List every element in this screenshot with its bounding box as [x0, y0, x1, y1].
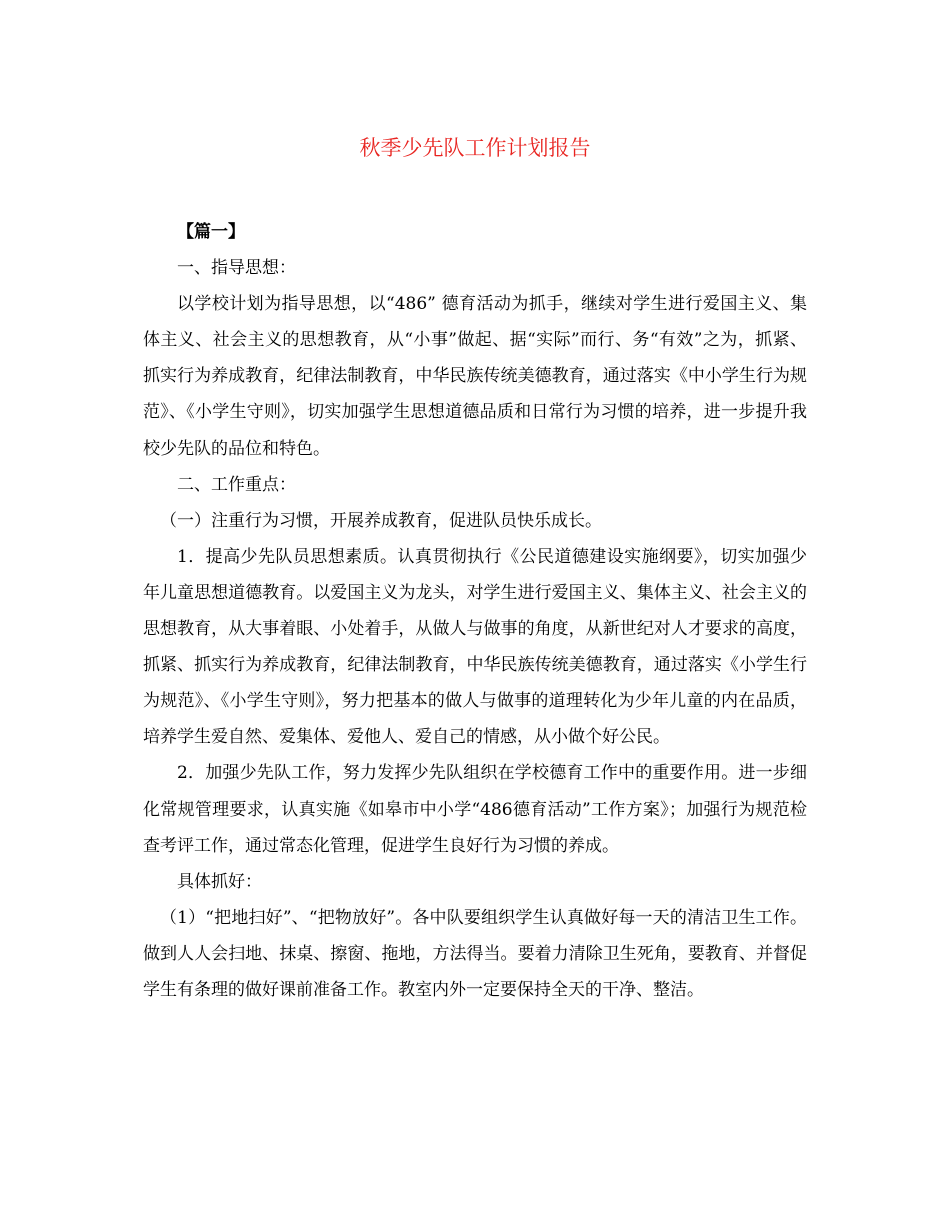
document-body [143, 214, 807, 1008]
section-label: 【篇一】 [177, 222, 245, 242]
paragraph-guiding-thought: 以学校计划为指导思想，以“486” 德育活动为抓手，继续对学生进行爱国主义、集体主义、社会主义的思想教育，从“小事”做起、据“实际”而行、务“有效”之为，抓紧、抓实行为养成教育，纪律法制教育，中华民族传统美德教育，通过落实《中小学生行为规范》、《小学生守则》，切实加强学生思想道德品质和日常行为习惯的培养，进一步提升我校少先队的品位和特色。 [143, 294, 807, 459]
paragraph-item-2: 2．加强少先队工作，努力发挥少先队组织在学校德育工作中的重要作用。进一步细化常规管理要求，认真实施《如皋市中小学“486德育活动”工作方案》；加强行为规范检查考评工作，通过常态化管理，促进学生良好行为习惯的养成。 [143, 763, 807, 856]
paragraph-specifics-label: 具体抓好： [177, 871, 262, 892]
section-heading-work-focus: 二、工作重点： [177, 474, 296, 495]
section-heading-guiding-thought: 一、指导思想： [177, 258, 296, 279]
subheading-habits: （一）注重行为习惯，开展养成教育，促进队员快乐成长。 [160, 510, 602, 531]
paragraph-cleaning: （1）“把地扫好”、“把物放好”。各中队要组织学生认真做好每一天的清洁卫生工作。做到人人会扫地、抹桌、擦窗、拖地，方法得当。要着力清除卫生死角，要教育、并督促学生有条理的做好课前准备工作。教室内外一定要保持全天的干净、整洁。 [143, 907, 807, 1000]
paragraph-item-1: 1．提高少先队员思想素质。认真贯彻执行《公民道德建设实施纲要》，切实加强少年儿童思想道德教育。以爱国主义为龙头，对学生进行爱国主义、集体主义、社会主义的思想教育，从大事着眼、小处着手，从做人与做事的角度，从新世纪对人才要求的高度，抓紧、抓实行为养成教育，纪律法制教育，中华民族传统美德教育，通过落实《小学生行为规范》、《小学生守则》，努力把基本的做人与做事的道理转化为少年儿童的内在品质，培养学生爱自然、爱集体、爱他人、爱自己的情感，从小做个好公民。 [143, 546, 807, 748]
document-title: 秋季少先队工作计划报告 [359, 136, 591, 160]
